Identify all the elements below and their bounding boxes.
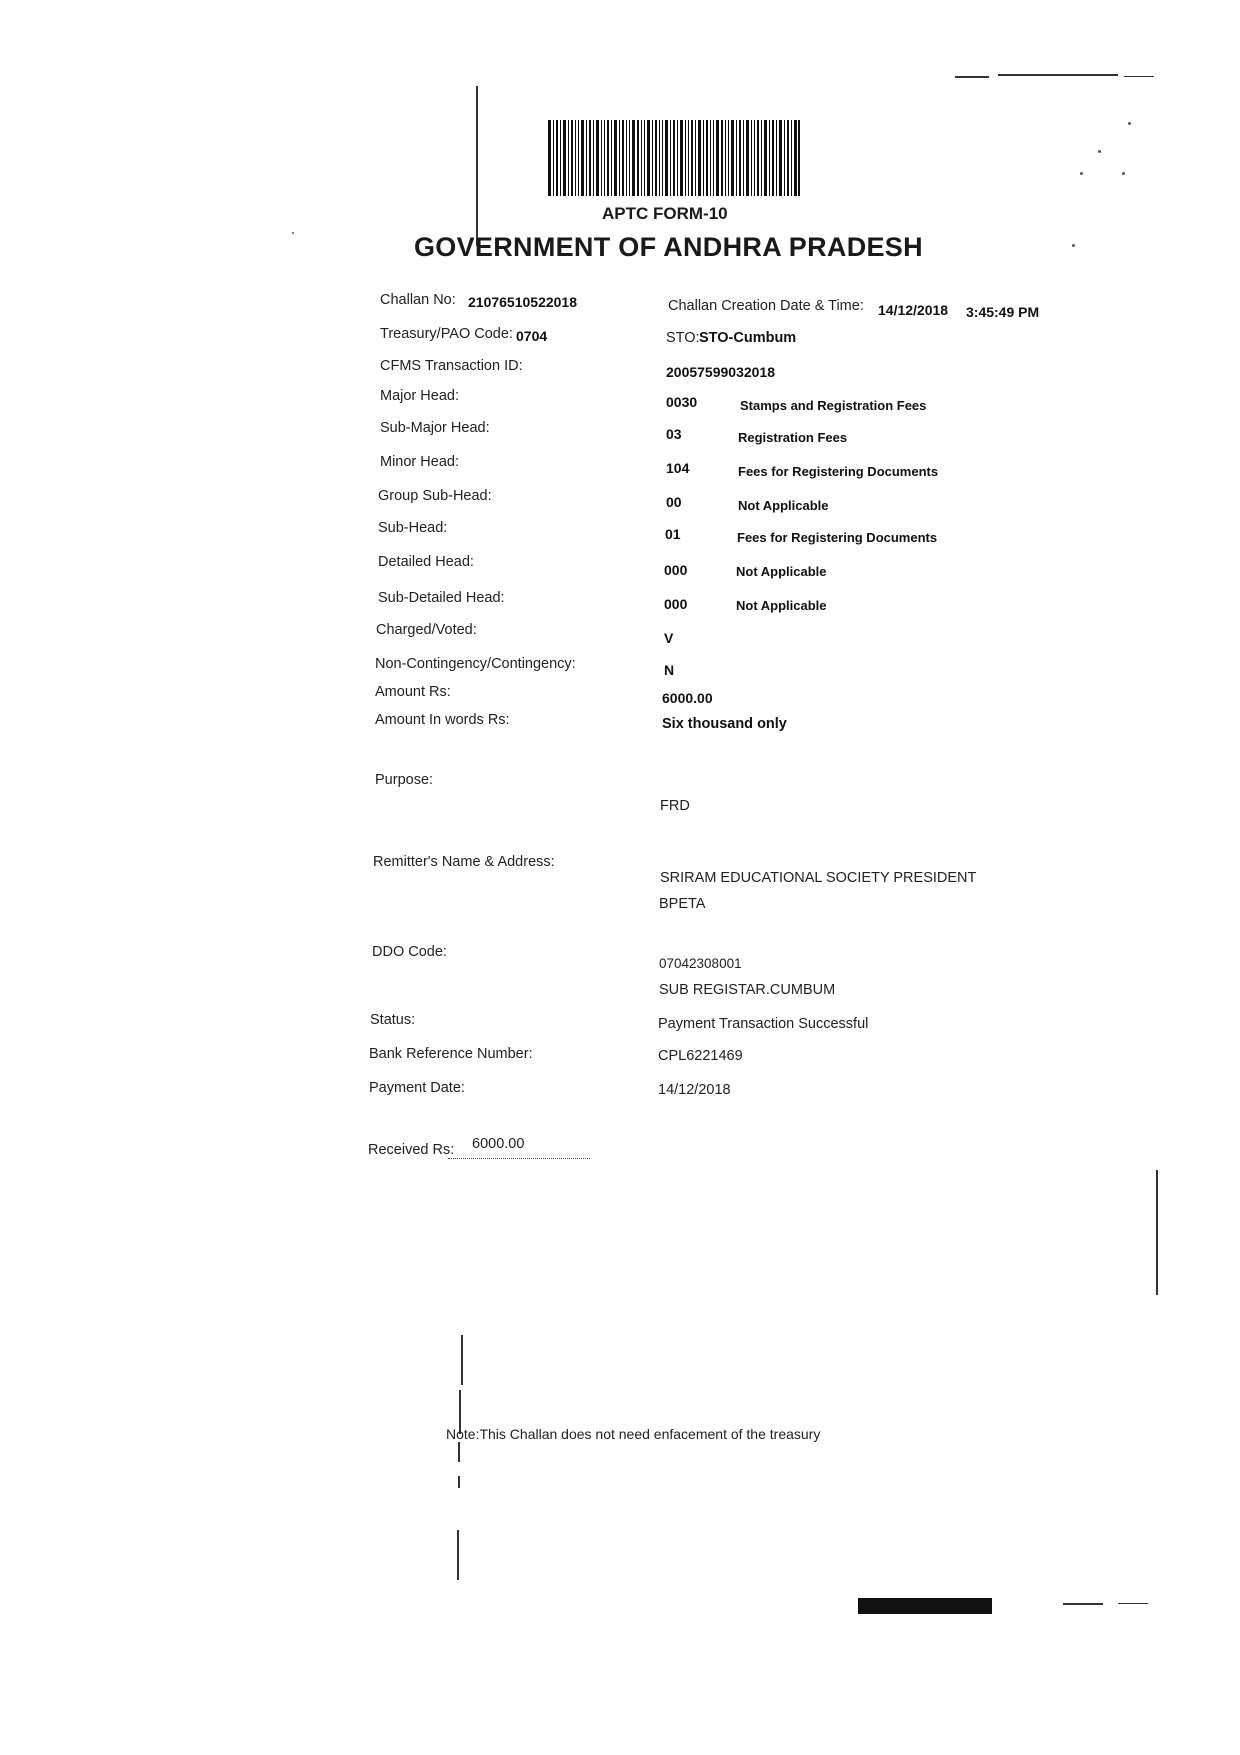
major-head-label: Major Head: <box>380 388 459 404</box>
sub-detailed-head-label: Sub-Detailed Head: <box>378 590 505 606</box>
contingency-label: Non-Contingency/Contingency: <box>375 656 576 672</box>
scan-line <box>476 86 478 246</box>
scan-line <box>1063 1603 1103 1605</box>
treasury-note: Note:This Challan does not need enfacement of the treasury <box>446 1426 821 1442</box>
scan-line <box>461 1335 463 1385</box>
challan-no-label: Challan No: <box>380 292 456 308</box>
barcode <box>548 120 800 196</box>
sub-major-head-label: Sub-Major Head: <box>380 420 490 436</box>
scan-line <box>1156 1170 1158 1295</box>
sub-head-label: Sub-Head: <box>378 520 448 536</box>
treasury-code: 0704 <box>516 328 548 344</box>
sto-label: STO: <box>666 330 700 346</box>
amount-words-label: Amount In words Rs: <box>375 712 510 728</box>
group-sub-head-desc: Not Applicable <box>738 498 829 513</box>
detailed-head-desc: Not Applicable <box>736 564 827 579</box>
minor-head-code: 104 <box>666 460 690 476</box>
contingency-value: N <box>664 662 675 678</box>
cfms-id: 20057599032018 <box>666 364 776 380</box>
form-name: APTC FORM-10 <box>602 204 728 223</box>
received-dotted-line <box>448 1158 590 1159</box>
ddo-code: 07042308001 <box>659 956 742 971</box>
ddo-name: SUB REGISTAR.CUMBUM <box>659 982 836 998</box>
payment-date-label: Payment Date: <box>369 1080 465 1096</box>
charged-label: Charged/Voted: <box>376 622 477 638</box>
charged-value: V <box>664 630 674 646</box>
speck <box>1128 122 1131 125</box>
creation-time: 3:45:49 PM <box>966 304 1040 320</box>
sub-detailed-head-desc: Not Applicable <box>736 598 827 613</box>
minor-head-desc: Fees for Registering Documents <box>738 464 939 479</box>
scan-line <box>998 74 1118 76</box>
remitter-line2: BPETA <box>659 896 706 912</box>
creation-date: 14/12/2018 <box>878 302 949 318</box>
cfms-label: CFMS Transaction ID: <box>380 358 523 374</box>
group-sub-head-label: Group Sub-Head: <box>378 488 492 504</box>
ddo-label: DDO Code: <box>372 944 447 960</box>
scan-line <box>458 1442 460 1462</box>
scan-line <box>458 1476 460 1488</box>
scan-line <box>1124 76 1154 77</box>
sub-major-head-code: 03 <box>666 426 682 442</box>
sub-head-desc: Fees for Registering Documents <box>737 530 938 545</box>
speck <box>1080 172 1083 175</box>
scan-line <box>457 1530 459 1580</box>
purpose-label: Purpose: <box>375 772 434 788</box>
purpose-value: FRD <box>660 798 690 814</box>
sub-detailed-head-code: 000 <box>664 596 688 612</box>
detailed-head-label: Detailed Head: <box>378 554 474 570</box>
group-sub-head-code: 00 <box>666 494 682 510</box>
received-value: 6000.00 <box>472 1136 525 1152</box>
bank-ref-value: CPL6221469 <box>658 1048 743 1064</box>
amount-value: 6000.00 <box>662 690 713 706</box>
status-label: Status: <box>370 1012 416 1028</box>
challan-no: 21076510522018 <box>468 294 578 310</box>
received-label: Received Rs: <box>368 1142 455 1158</box>
redaction-bar <box>858 1598 992 1614</box>
speck <box>1072 244 1075 247</box>
status-value: Payment Transaction Successful <box>658 1016 869 1032</box>
speck <box>292 232 294 234</box>
creation-label: Challan Creation Date & Time: <box>668 298 864 314</box>
speck <box>1122 172 1125 175</box>
scan-line <box>1118 1603 1148 1604</box>
sto-value: STO-Cumbum <box>699 330 797 346</box>
amount-label: Amount Rs: <box>375 684 451 700</box>
payment-date-value: 14/12/2018 <box>658 1082 731 1098</box>
sub-head-code: 01 <box>665 526 681 542</box>
speck <box>1098 150 1101 153</box>
sub-major-head-desc: Registration Fees <box>738 430 848 445</box>
remitter-label: Remitter's Name & Address: <box>373 854 555 870</box>
minor-head-label: Minor Head: <box>380 454 459 470</box>
amount-words-value: Six thousand only <box>662 716 787 732</box>
remitter-line1: SRIRAM EDUCATIONAL SOCIETY PRESIDENT <box>660 870 977 886</box>
detailed-head-code: 000 <box>664 562 688 578</box>
major-head-desc: Stamps and Registration Fees <box>740 398 927 413</box>
page-title: GOVERNMENT OF ANDHRA PRADESH <box>414 232 923 262</box>
major-head-code: 0030 <box>666 394 698 410</box>
scan-line <box>955 76 989 78</box>
bank-ref-label: Bank Reference Number: <box>369 1046 533 1062</box>
treasury-label: Treasury/PAO Code: <box>380 326 513 342</box>
